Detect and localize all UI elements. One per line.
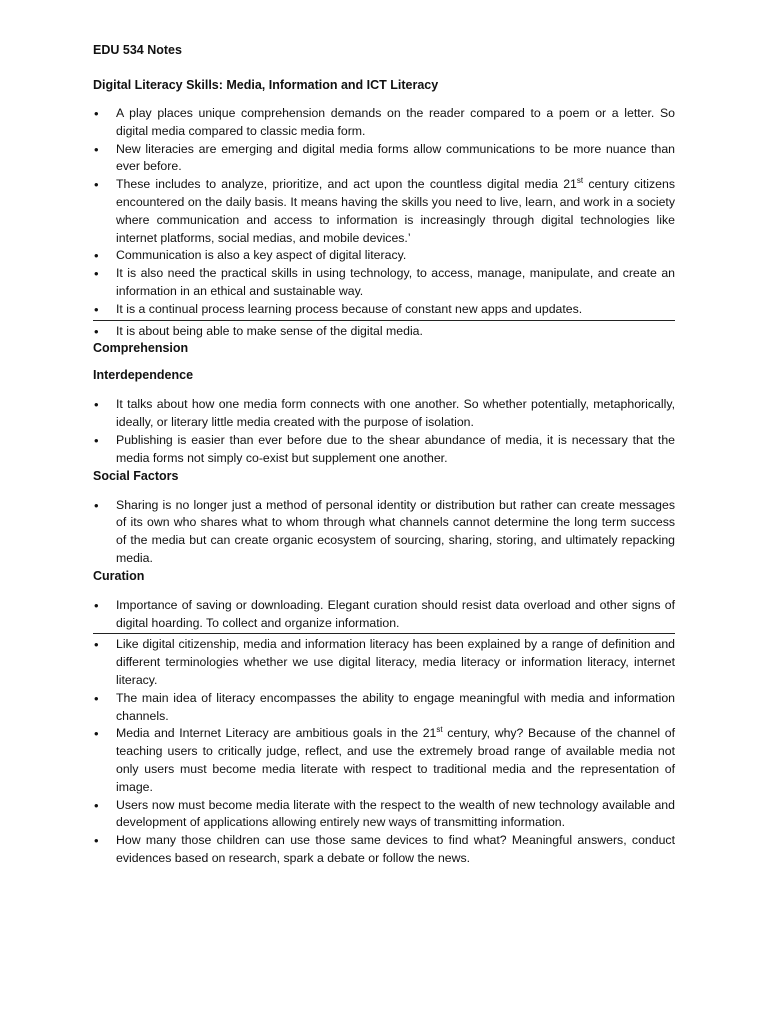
social-factors-heading: Social Factors	[93, 468, 179, 483]
social-bullet-list	[93, 497, 675, 568]
list-item: • How many those children can use those same devices to find what? Meaningful answers, conduct evidences based on research, spark a debate or follow the news.	[93, 832, 675, 868]
interdependence-bullet-list	[93, 396, 675, 467]
comprehension-heading: Comprehension	[93, 341, 189, 356]
list-item: • Importance of saving or downloading. Elegant curation should resist data overload and other signs of digital hoarding. To collect and organize information.	[93, 597, 675, 633]
list-item: • New literacies are emerging and digital media forms allow communications to be more nuance than ever before.	[93, 141, 675, 177]
list-item: • It talks about how one media form connects with one another. So whether potentially, metaphorically, ideally, or literary little media created with the purpose of isolation.	[93, 396, 675, 432]
final-bullet-list	[93, 636, 675, 867]
after-rule-bullet-list	[93, 323, 675, 341]
list-item: • Publishing is easier than ever before due to the shear abundance of media, it is necessary that the media forms not simply co-exist but supplement one another.	[93, 432, 675, 468]
list-item: • A play places unique comprehension demands on the reader compared to a poem or a letter. So digital media compared to classic media form.	[93, 105, 675, 141]
list-item: • Communication is also a key aspect of digital literacy.	[93, 247, 675, 265]
horizontal-rule	[93, 320, 675, 321]
list-item: • Media and Internet Literacy are ambitious goals in the 21st century, why? Because of the channel of teaching users to critically judge, reflect, and use the extremely broad range of available media not only users must become media literate with respect to traditional media and the representation of image.	[93, 725, 675, 796]
document-title: EDU 534 Notes	[93, 43, 182, 57]
list-item: • Sharing is no longer just a method of personal identity or distribution but rather can create messages of its own who shares what to whom through what channels cannot determine the long term success of the media but can create organic ecosystem of sourcing, sharing, storing, and ultimately repacking media.	[93, 497, 675, 568]
list-item: • The main idea of literacy encompasses the ability to engage meaningful with media and information channels.	[93, 690, 675, 726]
list-item: • It is about being able to make sense of the digital media.	[93, 323, 675, 341]
intro-bullet-list	[93, 105, 675, 319]
list-item: • These includes to analyze, prioritize, and act upon the countless digital media 21st century citizens encountered on the daily basis. It means having the skills you need to live, learn, and work in a society where communication and access to information is increasingly through digital technologies like internet platforms, social medias, and mobile devices.’	[93, 176, 675, 247]
curation-bullet-list	[93, 597, 675, 633]
document-page	[93, 42, 675, 868]
list-item: • Users now must become media literate with the respect to the wealth of new technology available and development of applications allowing entirely new ways of transmitting information.	[93, 797, 675, 833]
list-item: • It is also need the practical skills in using technology, to access, manage, manipulate, and create an information in an ethical and sustainable way.	[93, 265, 675, 301]
horizontal-rule	[93, 633, 675, 634]
main-heading: Digital Literacy Skills: Media, Information and ICT Literacy	[93, 78, 439, 92]
list-item: • It is a continual process learning process because of constant new apps and updates.	[93, 301, 675, 319]
list-item: • Like digital citizenship, media and information literacy has been explained by a range of definition and different terminologies whether we use digital literacy, media literacy or information literacy, internet literacy.	[93, 636, 675, 689]
curation-heading: Curation	[93, 568, 145, 583]
interdependence-heading: Interdependence	[93, 368, 194, 383]
